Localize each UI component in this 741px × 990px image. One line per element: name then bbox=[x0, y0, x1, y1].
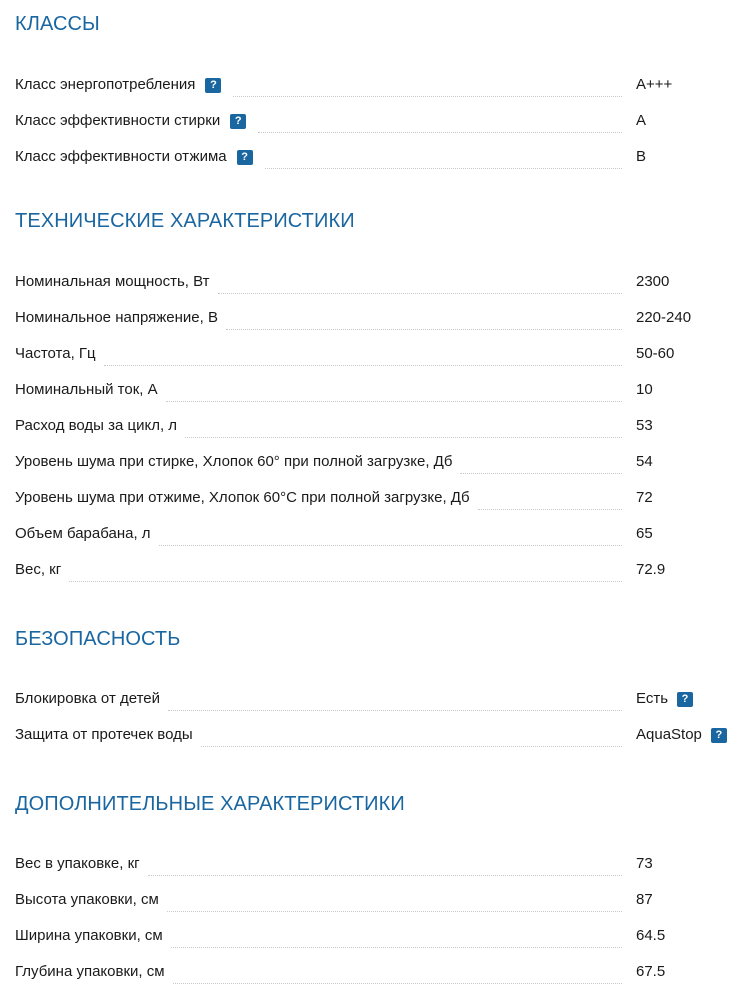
spec-name: Вес, кг bbox=[15, 561, 69, 579]
spec-name: Номинальный ток, А bbox=[15, 381, 166, 399]
spec-value: 10 bbox=[636, 381, 653, 398]
spec-name: Частота, Гц bbox=[15, 345, 104, 363]
dotted-leader bbox=[265, 167, 622, 169]
spec-row-current bbox=[15, 372, 726, 408]
spec-name: Высота упаковки, см bbox=[15, 891, 167, 909]
section-title: БЕЗОПАСНОСТЬ bbox=[15, 628, 181, 650]
spec-row-child-lock bbox=[15, 681, 726, 717]
spec-value: 64.5 bbox=[636, 927, 666, 944]
section-additional bbox=[15, 792, 726, 990]
spec-value: 54 bbox=[636, 453, 653, 470]
spec-value: AquaStop bbox=[636, 726, 702, 743]
section-classes bbox=[15, 0, 726, 175]
spec-value: 72 bbox=[636, 489, 653, 506]
spec-row-package-height bbox=[15, 882, 726, 918]
spec-name: Класс энергопотребления bbox=[15, 76, 203, 94]
spec-row-water-use bbox=[15, 408, 726, 444]
spec-list bbox=[15, 681, 726, 753]
spec-value: 72.9 bbox=[636, 561, 666, 578]
question-mark-icon[interactable]: ? bbox=[237, 150, 253, 165]
spec-name: Уровень шума при стирке, Хлопок 60° при полной загрузке, Дб bbox=[15, 453, 460, 471]
spec-value: B bbox=[636, 148, 647, 165]
dotted-leader bbox=[167, 910, 622, 912]
spec-row-weight bbox=[15, 552, 726, 588]
spec-list bbox=[15, 846, 726, 990]
dotted-leader bbox=[168, 709, 622, 711]
spec-name: Ширина упаковки, см bbox=[15, 927, 171, 945]
dotted-leader bbox=[233, 95, 622, 97]
dotted-leader bbox=[159, 544, 622, 546]
dotted-leader bbox=[218, 292, 623, 294]
spec-name: Защита от протечек воды bbox=[15, 726, 201, 744]
dotted-leader bbox=[173, 982, 622, 984]
spec-row-package-width bbox=[15, 918, 726, 954]
spec-value: A bbox=[636, 112, 647, 129]
question-mark-icon[interactable]: ? bbox=[711, 728, 727, 743]
spec-name: Объем барабана, л bbox=[15, 525, 159, 543]
dotted-leader bbox=[166, 400, 622, 402]
dotted-leader bbox=[104, 364, 622, 366]
question-mark-icon[interactable]: ? bbox=[205, 78, 221, 93]
dotted-leader bbox=[185, 436, 622, 438]
spec-row-energy-class bbox=[15, 67, 726, 103]
spec-list bbox=[15, 264, 726, 588]
dotted-leader bbox=[69, 580, 622, 582]
spec-row-spin-noise bbox=[15, 480, 726, 516]
spec-row-spin-class bbox=[15, 139, 726, 175]
dotted-leader bbox=[201, 745, 622, 747]
spec-list bbox=[15, 67, 726, 175]
section-safety bbox=[15, 627, 726, 753]
spec-row-voltage bbox=[15, 300, 726, 336]
spec-value: 53 bbox=[636, 417, 653, 434]
spec-name: Вес в упаковке, кг bbox=[15, 855, 148, 873]
spec-row-wash-noise bbox=[15, 444, 726, 480]
dotted-leader bbox=[478, 508, 622, 510]
section-technical bbox=[15, 209, 726, 588]
spec-value: 87 bbox=[636, 891, 653, 908]
dotted-leader bbox=[460, 472, 622, 474]
spec-name: Расход воды за цикл, л bbox=[15, 417, 185, 435]
spec-value: Есть bbox=[636, 690, 669, 707]
spec-value: 220-240 bbox=[636, 309, 692, 326]
dotted-leader bbox=[148, 874, 622, 876]
spec-value: 65 bbox=[636, 525, 653, 542]
spec-name: Блокировка от детей bbox=[15, 690, 168, 708]
spec-value: 67.5 bbox=[636, 963, 666, 980]
spec-name: Класс эффективности стирки bbox=[15, 112, 228, 130]
spec-value: A+++ bbox=[636, 76, 673, 93]
spec-value: 50-60 bbox=[636, 345, 675, 362]
dotted-leader bbox=[226, 328, 622, 330]
question-mark-icon[interactable]: ? bbox=[677, 692, 693, 707]
question-mark-icon[interactable]: ? bbox=[230, 114, 246, 129]
spec-name: Номинальная мощность, Вт bbox=[15, 273, 218, 291]
spec-name: Класс эффективности отжима bbox=[15, 148, 235, 166]
spec-row-wash-class bbox=[15, 103, 726, 139]
section-title: КЛАССЫ bbox=[15, 13, 100, 35]
spec-row-power bbox=[15, 264, 726, 300]
spec-row-package-depth bbox=[15, 954, 726, 990]
spec-name: Номинальное напряжение, В bbox=[15, 309, 226, 327]
spec-row-leak-protection bbox=[15, 717, 726, 753]
dotted-leader bbox=[258, 131, 622, 133]
section-title: ДОПОЛНИТЕЛЬНЫЕ ХАРАКТЕРИСТИКИ bbox=[15, 793, 405, 815]
section-title: ТЕХНИЧЕСКИЕ ХАРАКТЕРИСТИКИ bbox=[15, 210, 355, 232]
spec-row-drum-volume bbox=[15, 516, 726, 552]
spec-row-frequency bbox=[15, 336, 726, 372]
spec-value: 73 bbox=[636, 855, 653, 872]
spec-name: Глубина упаковки, см bbox=[15, 963, 173, 981]
spec-name: Уровень шума при отжиме, Хлопок 60°C при полной загрузке, Дб bbox=[15, 489, 478, 507]
dotted-leader bbox=[171, 946, 622, 948]
spec-value: 2300 bbox=[636, 273, 670, 290]
spec-row-package-weight bbox=[15, 846, 726, 882]
